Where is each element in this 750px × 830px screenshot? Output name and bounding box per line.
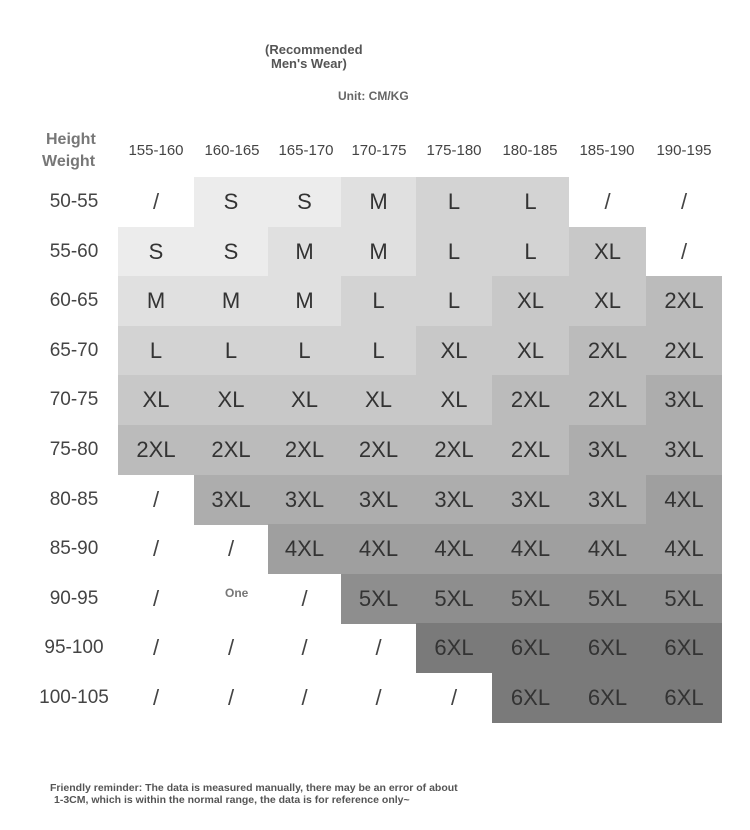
size-cell: 4XL	[268, 524, 341, 574]
size-cell: 2XL	[194, 425, 268, 475]
friendly-reminder	[50, 782, 590, 806]
empty-size-cell: /	[450, 685, 458, 711]
size-cell: 2XL	[118, 425, 194, 475]
size-cell: L	[416, 177, 492, 227]
size-cell: 2XL	[341, 425, 416, 475]
size-cell: L	[492, 177, 569, 227]
size-cell: L	[341, 276, 416, 326]
weight-row-header: 50-55	[49, 191, 99, 212]
empty-size-cell: /	[301, 635, 308, 661]
size-cell: 6XL	[569, 623, 646, 673]
size-cell: 4XL	[646, 475, 722, 525]
weight-row-header: 70-75	[49, 389, 99, 411]
empty-size-cell: /	[227, 685, 235, 711]
empty-size-cell: /	[227, 536, 235, 562]
size-cell: M	[194, 276, 268, 326]
weight-row-header: 95-100	[44, 637, 104, 659]
size-cell: L	[268, 326, 341, 376]
height-column-header: 160-165	[204, 142, 260, 159]
size-cell: S	[268, 177, 341, 227]
size-cell: L	[492, 227, 569, 277]
size-cell: XL	[492, 326, 569, 376]
empty-size-cell: /	[680, 238, 688, 264]
size-cell: 4XL	[341, 524, 416, 574]
empty-size-cell: /	[375, 685, 382, 711]
size-cell: XL	[492, 276, 569, 326]
size-cell: 3XL	[569, 425, 646, 475]
empty-size-cell: /	[301, 685, 308, 711]
height-column-header: 170-175	[351, 142, 407, 159]
height-column-header: 175-180	[426, 142, 482, 159]
size-cell: XL	[118, 375, 194, 425]
empty-size-cell: /	[152, 585, 160, 611]
size-cell: 2XL	[492, 375, 569, 425]
corner-header	[38, 130, 118, 174]
size-cell: L	[118, 326, 194, 376]
size-cell: 4XL	[492, 524, 569, 574]
height-column-header: 155-160	[128, 142, 184, 159]
size-cell: 5XL	[646, 574, 722, 624]
size-cell: 3XL	[268, 475, 341, 525]
size-cell: 6XL	[569, 673, 646, 723]
size-cell: M	[268, 276, 341, 326]
size-cell: S	[194, 227, 268, 277]
size-cell: XL	[569, 276, 646, 326]
height-axis-label: Height	[46, 131, 96, 148]
empty-size-cell: /	[604, 189, 611, 215]
size-cell: L	[194, 326, 268, 376]
empty-size-cell: /	[375, 635, 382, 661]
empty-size-cell: /	[152, 635, 160, 661]
size-cell: 3XL	[341, 475, 416, 525]
size-cell: 4XL	[646, 524, 722, 574]
weight-row-header: 80-85	[49, 488, 99, 510]
size-cell: 3XL	[646, 425, 722, 475]
size-cell: 2XL	[569, 326, 646, 376]
empty-size-cell: /	[152, 189, 160, 215]
weight-row-header: 85-90	[49, 538, 99, 560]
size-cell: L	[341, 326, 416, 376]
size-cell: M	[341, 227, 416, 277]
reminder-line-1: Friendly reminder: The data is measured manually, there may be an error of about	[50, 782, 458, 794]
size-cell: XL	[268, 375, 341, 425]
empty-size-cell: /	[152, 685, 160, 711]
size-cell: M	[118, 276, 194, 326]
weight-axis-label: Weight	[42, 153, 96, 170]
size-cell: 3XL	[194, 475, 268, 525]
size-cell: 3XL	[416, 475, 492, 525]
size-cell: 6XL	[646, 623, 722, 673]
size-cell: M	[268, 227, 341, 277]
empty-size-cell: /	[152, 536, 160, 562]
size-cell: 5XL	[492, 574, 569, 624]
weight-row-header: 65-70	[49, 339, 99, 361]
height-column-header: 180-185	[502, 142, 558, 159]
size-cell: S	[194, 177, 268, 227]
title-line-2: Men's Wear)	[271, 56, 347, 71]
weight-row-header: 100-105	[39, 687, 109, 708]
empty-size-cell: /	[680, 189, 688, 215]
title-line-1: (Recommended	[265, 42, 363, 57]
weight-row-header: 75-80	[49, 439, 99, 460]
reminder-line-2: 1-3CM, which is within the normal range, the data is for reference only~	[54, 794, 410, 806]
empty-size-cell: /	[301, 585, 308, 611]
size-cell: 2XL	[416, 425, 492, 475]
size-cell: 5XL	[569, 574, 646, 624]
size-cell: 6XL	[416, 623, 492, 673]
size-cell: 2XL	[646, 276, 722, 326]
size-cell: 6XL	[492, 623, 569, 673]
empty-size-cell: /	[152, 486, 160, 512]
size-cell: L	[416, 276, 492, 326]
size-cell: 5XL	[416, 574, 492, 624]
size-cell: XL	[416, 375, 492, 425]
size-cell: 2XL	[492, 425, 569, 475]
size-cell: 2XL	[268, 425, 341, 475]
height-column-header: 185-190	[579, 142, 635, 159]
size-cell: 3XL	[646, 375, 722, 425]
size-cell: 3XL	[569, 475, 646, 525]
chart-title	[265, 43, 363, 71]
size-cell: 6XL	[646, 673, 722, 723]
size-cell: XL	[416, 326, 492, 376]
empty-size-cell: /	[227, 635, 235, 661]
size-cell: 3XL	[492, 475, 569, 525]
size-cell: 2XL	[569, 375, 646, 425]
size-cell: M	[341, 177, 416, 227]
weight-row-header: 90-95	[49, 587, 99, 609]
height-column-header: 165-170	[278, 142, 334, 159]
weight-row-header: 60-65	[49, 290, 99, 312]
height-column-header: 190-195	[656, 142, 712, 159]
size-cell: 4XL	[569, 524, 646, 574]
size-cell: XL	[194, 375, 268, 425]
size-cell: XL	[341, 375, 416, 425]
size-cell: 4XL	[416, 524, 492, 574]
size-cell: L	[416, 227, 492, 277]
size-cell: 2XL	[646, 326, 722, 376]
weight-row-header: 55-60	[49, 240, 99, 262]
size-cell: XL	[569, 227, 646, 277]
size-cell: 5XL	[341, 574, 416, 624]
size-cell: 6XL	[492, 673, 569, 723]
unit-label: Unit: CM/KG	[338, 89, 409, 103]
one-label: One	[225, 586, 249, 600]
size-cell: S	[118, 227, 194, 277]
